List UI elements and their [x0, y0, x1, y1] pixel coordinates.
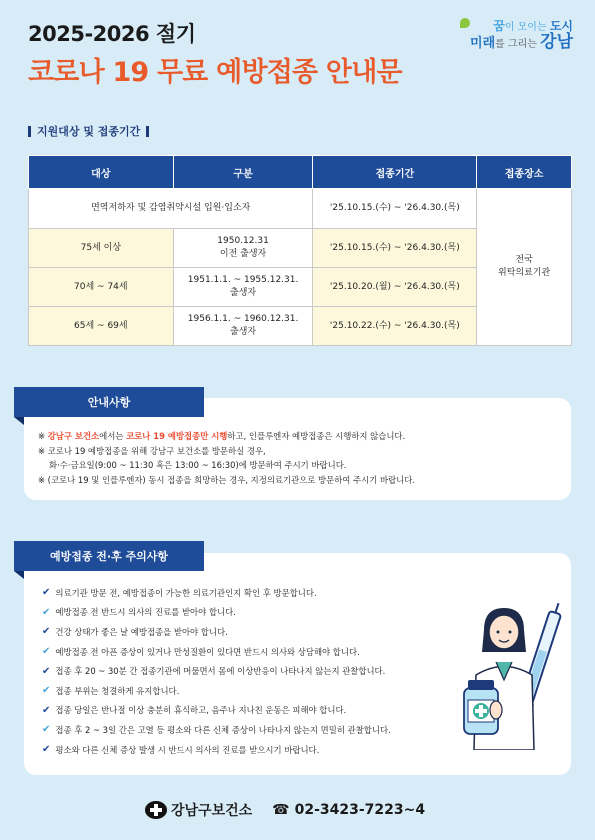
- check-icon: ✔: [42, 665, 51, 677]
- health-center-logo: [145, 800, 252, 820]
- org-name: 강남구보건소: [171, 803, 253, 819]
- notice-tab: 안내사항: [14, 387, 204, 417]
- table-cell-target: 75세 이상: [29, 229, 174, 268]
- notice-line: ※ 코로나 19 예방접종을 위해 강남구 보건소를 방문하실 경우,: [38, 445, 266, 456]
- table-cell-period: '25.10.15.(수) ~ '26.4.30.(목): [313, 229, 477, 268]
- nurse-vaccine-illustration: [454, 600, 564, 750]
- list-item: ✔ 접종 당일은 반나절 이상 충분히 휴식하고, 음주나 지나친 운동은 피해야 합니다.: [42, 704, 347, 716]
- table-cell-target: 65세 ~ 69세: [29, 307, 174, 346]
- table-header-place: 접종장소: [477, 156, 572, 189]
- check-icon: ✔: [42, 724, 51, 736]
- check-icon: ✔: [42, 646, 51, 658]
- list-item: ✔ 접종 부위는 청결하게 유지합니다.: [42, 685, 180, 697]
- check-icon: ✔: [42, 704, 51, 716]
- table-header-category: 구분: [173, 156, 313, 189]
- bar-marker-icon: [28, 126, 31, 137]
- check-icon: ✔: [42, 587, 51, 599]
- check-icon: ✔: [42, 606, 51, 618]
- list-item: ✔ 예방접종 전 반드시 의사의 진료를 받아야 합니다.: [42, 606, 236, 618]
- table-cell-category: 1950.12.31 이전 출생자: [173, 229, 313, 268]
- table-cell-target: 면역저하자 및 감염취약시설 입원·입소자: [29, 189, 313, 229]
- notice-line: 화·수·금요일(9:00 ~ 11:30 혹은 13:00 ~ 16:30)에 방문하여 주시기 바랍니다.: [49, 460, 347, 471]
- gangnam-brand-logo: 꿈이 모이는 도시 미래를 그리는 강남: [470, 20, 573, 52]
- list-item: ✔ 접종 후 20 ~ 30분 간 접종기관에 머물면서 몸에 이상반응이 나타나지 않는지 관찰합니다.: [42, 665, 386, 677]
- table-cell-period: '25.10.15.(수) ~ '26.4.30.(목): [313, 189, 477, 229]
- table-cell-period: '25.10.22.(수) ~ '26.4.30.(목): [313, 307, 477, 346]
- season-label: 2025-2026 절기: [28, 22, 196, 46]
- table-cell-target: 70세 ~ 74세: [29, 268, 174, 307]
- check-icon: ✔: [42, 685, 51, 697]
- leaf-icon: [460, 18, 470, 28]
- notice-line: ※ (코로나 19 및 인플루엔자) 동시 접종을 희망하는 경우, 지정의료기관으로 방문하여 주시기 바랍니다.: [38, 475, 415, 486]
- check-icon: ✔: [42, 626, 51, 638]
- list-item: ✔ 접종 후 2 ~ 3일 간은 고열 등 평소와 다른 신체 증상이 나타나지 않는지 면밀히 관찰합니다.: [42, 724, 391, 736]
- phone-contact: [272, 802, 425, 818]
- list-item: ✔ 예방접종 전 아픈 증상이 있거나 만성질환이 있다면 반드시 의사와 상담해야 합니다.: [42, 646, 360, 658]
- table-cell-period: '25.10.20.(월) ~ '26.4.30.(목): [313, 268, 477, 307]
- list-item: ✔ 평소와 다른 신체 증상 발생 시 반드시 의사의 진료를 받으시기 바랍니다.: [42, 744, 320, 756]
- page-title: 코로나 19 무료 예방접종 안내문: [28, 57, 402, 88]
- list-item: ✔ 의료기관 방문 전, 예방접종이 가능한 의료기관인지 확인 후 방문합니다.: [42, 587, 317, 599]
- check-icon: ✔: [42, 744, 51, 756]
- table-cell-category: 1951.1.1. ~ 1955.12.31. 출생자: [173, 268, 313, 307]
- bar-marker-icon: [146, 126, 149, 137]
- table-header-period: 접종기간: [313, 156, 477, 189]
- footer: [145, 800, 455, 820]
- list-item: ✔ 건강 상태가 좋은 날 예방접종을 받아야 합니다.: [42, 626, 228, 638]
- caution-tab: 예방접종 전·후 주의사항: [14, 541, 204, 571]
- table-row: [29, 189, 572, 229]
- table-cell-place: 전국 위탁의료기관: [477, 189, 572, 346]
- caution-list: [42, 583, 391, 759]
- table-header-target: 대상: [29, 156, 174, 189]
- phone-icon: ☎: [272, 802, 290, 818]
- section-label-eligibility: 지원대상 및 접종기간: [28, 123, 149, 139]
- table-cell-category: 1956.1.1. ~ 1960.12.31. 출생자: [173, 307, 313, 346]
- notice-list: [38, 429, 415, 488]
- notice-line: ※ 강남구 보건소에서는 코로나 19 예방접종만 시행하고, 인플루엔자 예방접종은 시행하지 않습니다.: [38, 431, 406, 441]
- health-cross-icon: [145, 801, 167, 819]
- phone-number: 02-3423-7223~4: [294, 802, 426, 818]
- schedule-table: [28, 155, 572, 346]
